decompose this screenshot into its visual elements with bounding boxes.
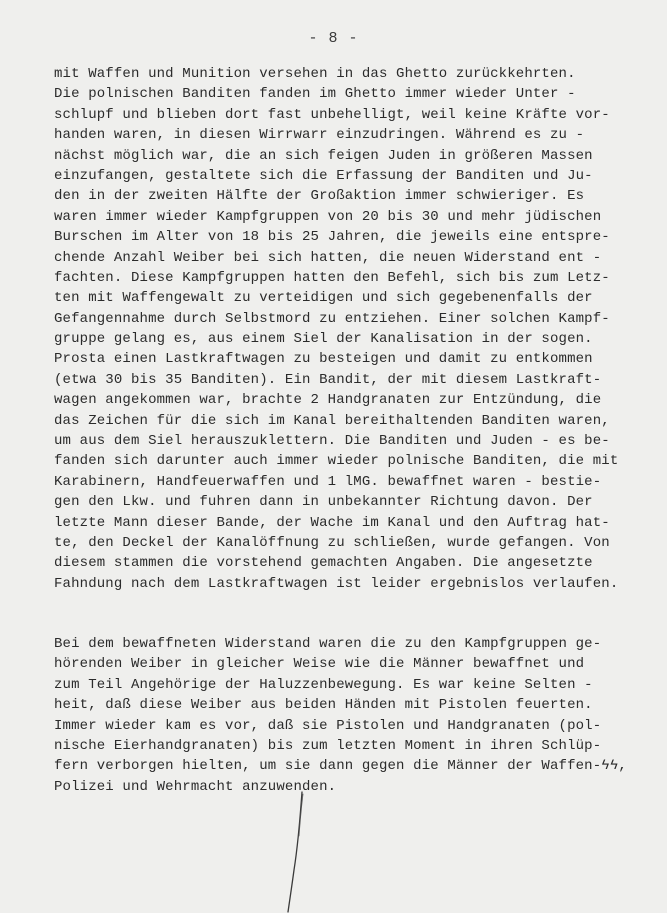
text-line: das Zeichen für die sich im Kanal bereithaltenden Banditen waren, <box>54 412 610 429</box>
text-line: letzte Mann dieser Bande, der Wache im Kanal und den Auftrag hat- <box>54 514 610 531</box>
pen-mark <box>270 790 330 913</box>
text-line: Polizei und Wehrmacht anzuwenden. <box>54 778 337 795</box>
text-line: (etwa 30 bis 35 Banditen). Ein Bandit, der mit diesem Lastkraft- <box>54 371 602 388</box>
text-line: hörenden Weiber in gleicher Weise wie die Männer bewaffnet und <box>54 656 585 673</box>
text-line: gen den Lkw. und fuhren dann in unbekannter Richtung davon. Der <box>54 494 593 511</box>
text-line: den in der zweiten Hälfte der Großaktion immer schwieriger. Es <box>54 188 585 205</box>
text-line: Gefangennahme durch Selbstmord zu entziehen. Einer solchen Kampf- <box>54 310 610 327</box>
text-line: handen waren, in diesen Wirrwarr einzudringen. Während es zu - <box>54 127 585 144</box>
text-line: mit Waffen und Munition versehen in das Ghetto zurückkehrten. <box>54 66 576 82</box>
paragraph-2 <box>54 634 627 797</box>
text-line: fanden sich darunter auch immer wieder polnische Banditen, die mit <box>54 453 619 470</box>
text-line: fachten. Diese Kampfgruppen hatten den Befehl, sich bis zum Letz- <box>54 269 610 286</box>
text-line: gruppe gelang es, aus einem Siel der Kanalisation in der sogen. <box>54 331 593 348</box>
text-line: chende Anzahl Weiber bei sich hatten, die neuen Widerstand ent - <box>54 249 602 266</box>
text-line: zum Teil Angehörige der Haluzzenbewegung. Es war keine Selten - <box>54 676 593 693</box>
text-line: Bei dem bewaffneten Widerstand waren die zu den Kampfgruppen ge- <box>54 636 602 652</box>
text-line: nächst möglich war, die an sich feigen Juden in größeren Massen <box>54 147 593 164</box>
text-line: Karabinern, Handfeuerwaffen und 1 lMG. bewaffnet waren - bestie- <box>54 473 602 490</box>
text-line: einzufangen, gestaltete sich die Erfassung der Banditen und Ju- <box>54 167 593 184</box>
text-line: Die polnischen Banditen fanden im Ghetto immer wieder Unter - <box>54 86 576 103</box>
text-line: waren immer wieder Kampfgruppen von 20 bis 30 und mehr jüdischen <box>54 208 602 225</box>
text-line: schlupf und blieben dort fast unbehelligt, weil keine Kräfte vor- <box>54 106 610 123</box>
text-line: wagen angekommen war, brachte 2 Handgranaten zur Entzündung, die <box>54 392 602 409</box>
text-line: Fahndung nach dem Lastkraftwagen ist leider ergebnislos verlaufen. <box>54 575 619 592</box>
text-line: heit, daß diese Weiber aus beiden Händen mit Pistolen feuerten. <box>54 697 593 714</box>
text-line: nische Eierhandgranaten) bis zum letzten Moment in ihren Schlüp- <box>54 737 602 754</box>
text-line: Burschen im Alter von 18 bis 25 Jahren, die jeweils eine entspre- <box>54 229 610 246</box>
text-line: Prosta einen Lastkraftwagen zu besteigen und damit zu entkommen <box>54 351 593 368</box>
text-line: te, den Deckel der Kanalöffnung zu schließen, wurde gefangen. Von <box>54 534 610 551</box>
text-line: ten mit Waffengewalt zu verteidigen und sich gegebenenfalls der <box>54 290 593 307</box>
text-line: diesem stammen die vorstehend gemachten Angaben. Die angesetzte <box>54 555 593 572</box>
text-line: fern verborgen hielten, um sie dann gegen die Männer der Waffen-ϟϟ, <box>54 758 627 775</box>
paragraph-1 <box>54 64 624 594</box>
page-number: - 8 - <box>308 30 359 47</box>
text-line: um aus dem Siel herauszuklettern. Die Banditen und Juden - es be- <box>54 433 610 450</box>
text-line: Immer wieder kam es vor, daß sie Pistolen und Handgranaten (pol- <box>54 717 602 734</box>
